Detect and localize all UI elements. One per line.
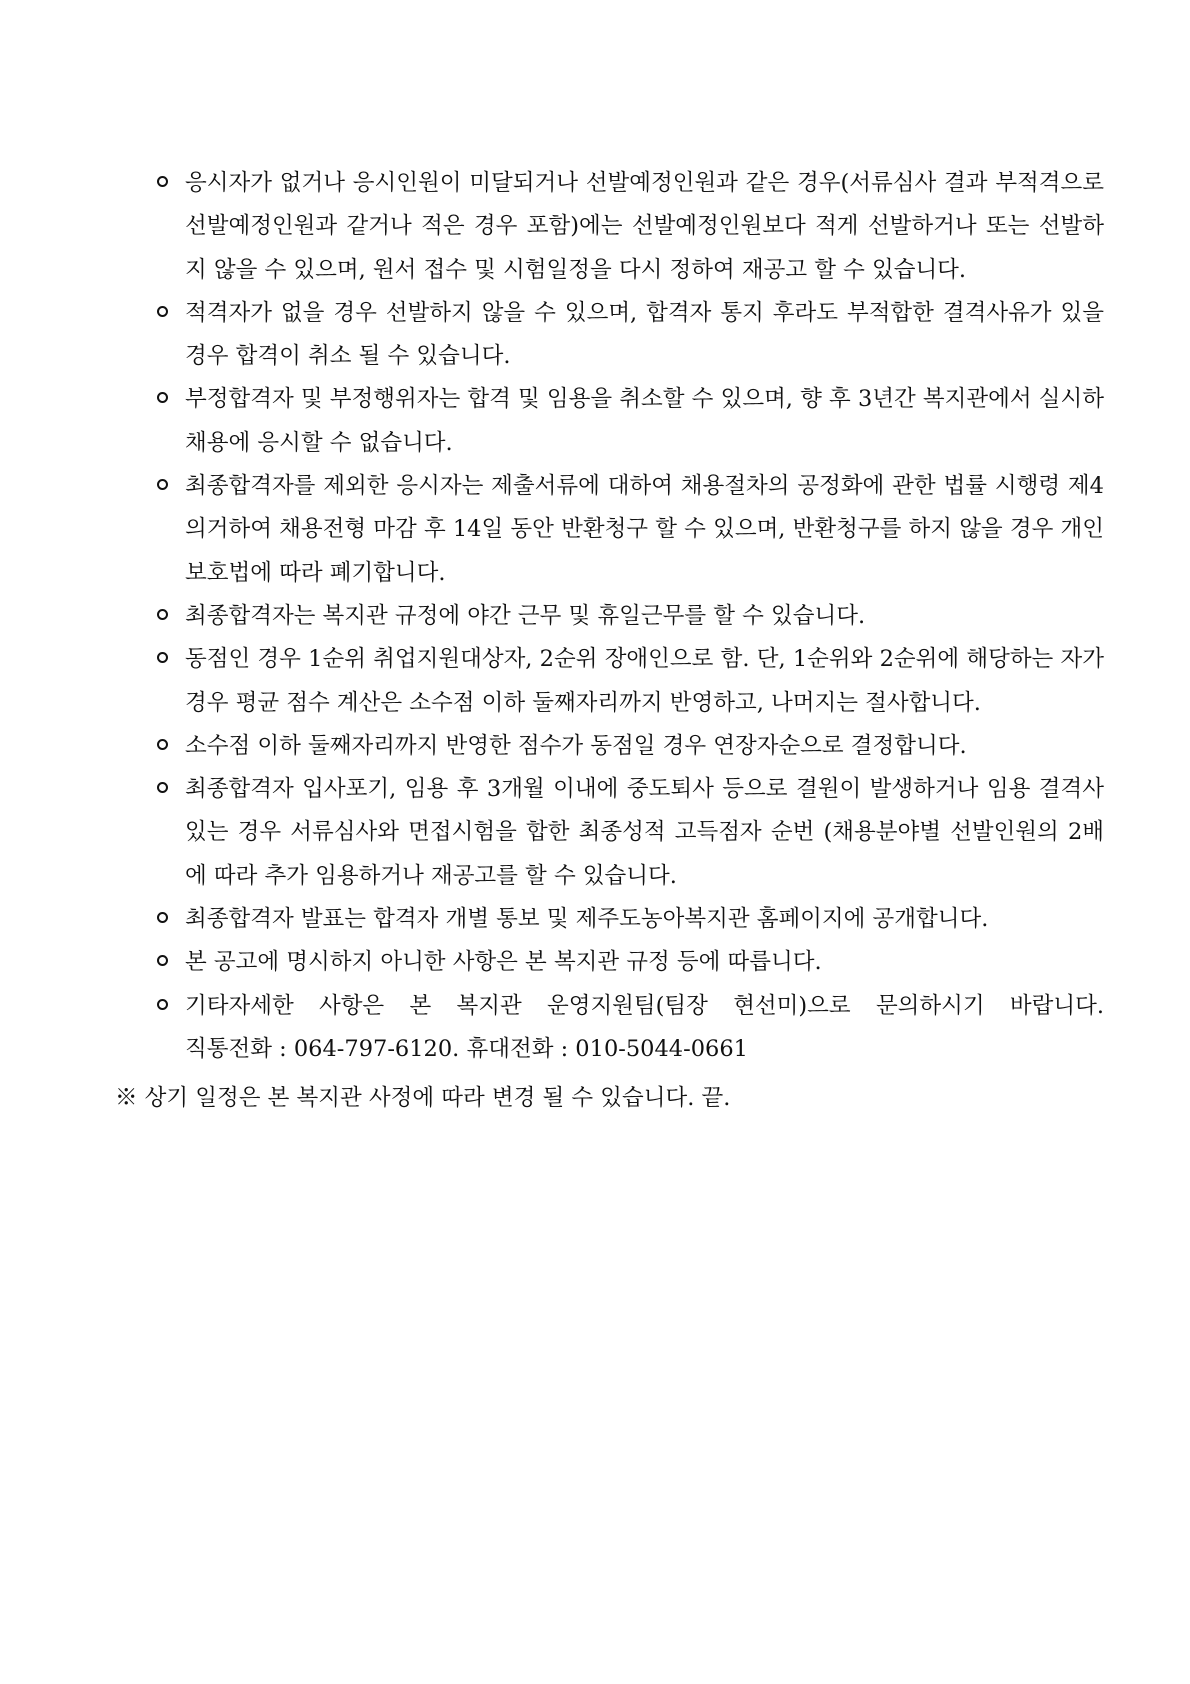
notice-list (157, 162, 1104, 1071)
circle-bullet-icon (157, 782, 168, 793)
list-item-line: 최종합격자는 복지관 규정에 야간 근무 및 휴일근무를 할 수 있습니다. (185, 602, 866, 629)
list-item-line: 동점인 경우 1순위 취업지원대상자, 2순위 장애인으로 함. 단, 1순위와 2순위에 해당하는 자가 (185, 646, 1104, 673)
list-item (157, 941, 1104, 984)
circle-bullet-icon (157, 392, 168, 403)
list-item-line: 선발예정인원과 같거나 적은 경우 포함)에는 선발예정인원보다 적게 선발하거나 또는 선발하 (185, 213, 1104, 240)
circle-bullet-icon (157, 955, 168, 966)
list-item-line: 경우 평균 점수 계산은 소수점 이하 둘째자리까지 반영하고, 나머지는 절사합니다. (185, 689, 981, 716)
circle-bullet-icon (157, 479, 168, 490)
list-item (157, 595, 1104, 638)
list-item-line: 최종합격자 발표는 합격자 개별 통보 및 제주도농아복지관 홈페이지에 공개합니다. (185, 906, 989, 933)
list-item-line: 보호법에 따라 폐기합니다. (185, 559, 446, 586)
circle-bullet-icon (157, 176, 168, 187)
list-item (157, 725, 1104, 768)
circle-bullet-icon (157, 912, 168, 923)
circle-bullet-icon (157, 739, 168, 750)
list-item-line: 적격자가 없을 경우 선발하지 않을 수 있으며, 합격자 통지 후라도 부적합한 결격사유가 있을 (185, 299, 1104, 326)
list-item-line: 있는 경우 서류심사와 면접시험을 합한 최종성적 고득점자 순번 (채용분야별 선발인원의 2배 (185, 819, 1104, 846)
list-item-line: 에 따라 추가 임용하거나 재공고를 할 수 있습니다. (185, 862, 677, 889)
list-item (157, 465, 1104, 595)
list-item-line: 경우 합격이 취소 될 수 있습니다. (185, 343, 511, 370)
list-item (157, 162, 1104, 292)
circle-bullet-icon (157, 652, 168, 663)
list-item-line: 최종합격자 입사포기, 임용 후 3개월 이내에 중도퇴사 등으로 결원이 발생하거나 임용 결격사 (185, 776, 1104, 803)
list-item-line: 소수점 이하 둘째자리까지 반영한 점수가 동점일 경우 연장자순으로 결정합니다. (185, 732, 967, 759)
list-item (157, 985, 1104, 1072)
circle-bullet-icon (157, 609, 168, 620)
list-item-line: 채용에 응시할 수 없습니다. (185, 429, 453, 456)
list-item-line: 의거하여 채용전형 마감 후 14일 동안 반환청구 할 수 있으며, 반환청구를 하지 않을 경우 개인 (185, 516, 1104, 543)
list-item (157, 292, 1104, 379)
list-item (157, 638, 1104, 725)
footer-note: ※ 상기 일정은 본 복지관 사정에 따라 변경 될 수 있습니다. 끝. (115, 1085, 731, 1111)
circle-bullet-icon (157, 306, 168, 317)
list-item-line: 응시자가 없거나 응시인원이 미달되거나 선발예정인원과 같은 경우(서류심사 결과 부적격으로 (185, 170, 1104, 196)
list-item-line: 지 않을 수 있으며, 원서 접수 및 시험일정을 다시 정하여 재공고 할 수 있습니다. (185, 256, 967, 283)
list-item-line: 최종합격자를 제외한 응시자는 제출서류에 대하여 채용절차의 공정화에 관한 법률 시행령 제4 (185, 473, 1104, 500)
list-item-line: 기타자세한 사항은 본 복지관 운영지원팀(팀장 현선미)으로 문의하시기 바랍니다. (185, 992, 1104, 1019)
list-item (157, 898, 1104, 941)
list-item-line: 직통전화 : 064-797-6120. 휴대전화 : 010-5044-0661 (185, 1035, 748, 1062)
list-item-line: 본 공고에 명시하지 아니한 사항은 본 복지관 규정 등에 따릅니다. (185, 949, 822, 976)
circle-bullet-icon (157, 999, 168, 1010)
list-item-line: 부정합격자 및 부정행위자는 합격 및 임용을 취소할 수 있으며, 향 후 3년간 복지관에서 실시하 (185, 386, 1104, 413)
list-item (157, 768, 1104, 898)
list-item (157, 378, 1104, 465)
